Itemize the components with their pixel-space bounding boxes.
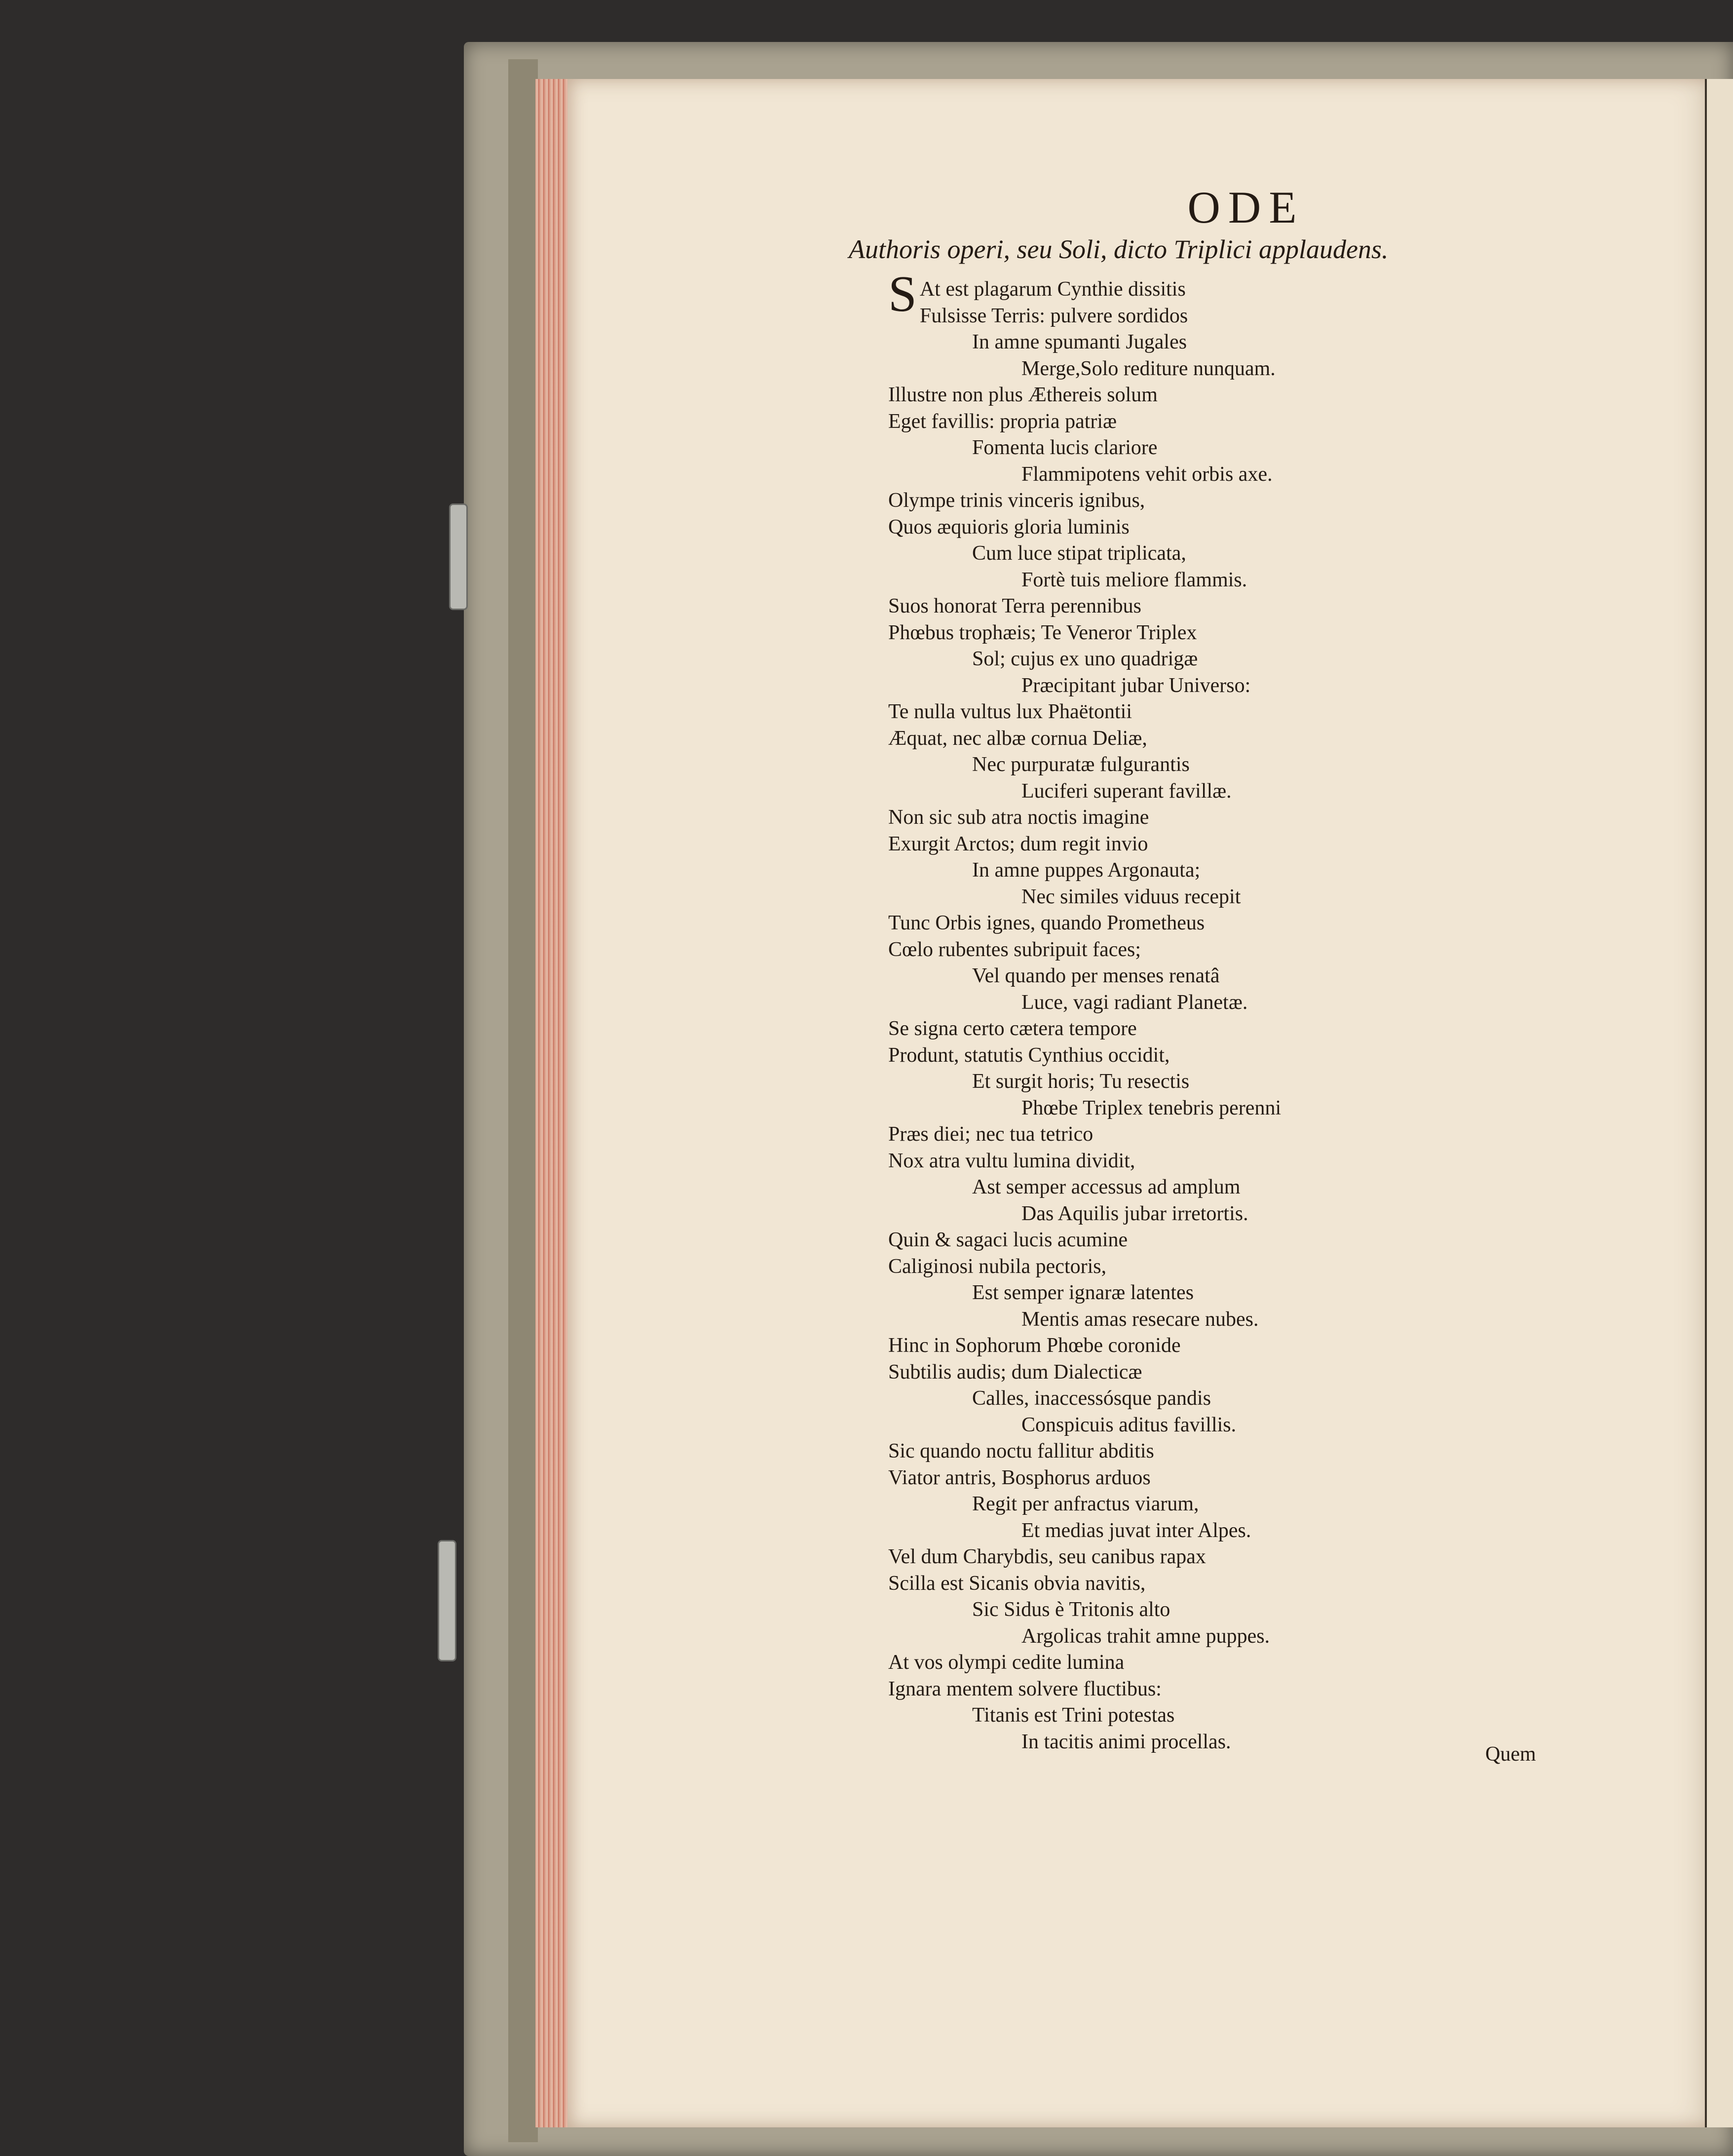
- poem-line: Non sic sub atra noctis imagine: [888, 806, 1149, 829]
- page-edges: [535, 79, 570, 2127]
- first-line-text: At est plagarum Cynthie dissitis: [919, 278, 1186, 301]
- poem-line: Olympe trinis vinceris ignibus,: [888, 489, 1145, 512]
- clasp-top: [449, 503, 468, 610]
- poem-line: Et medias juvat inter Alpes.: [1021, 1519, 1251, 1542]
- poem-title: ODE: [1187, 182, 1305, 232]
- poem-line: At vos olympi cedite lumina: [888, 1651, 1125, 1674]
- poem-line: Scilla est Sicanis obvia navitis,: [888, 1572, 1146, 1595]
- poem-line: Phœbe Triplex tenebris perenni: [1021, 1096, 1281, 1119]
- poem-line: Est semper ignaræ latentes: [972, 1281, 1194, 1304]
- poem-line: Subtilis audis; dum Dialecticæ: [888, 1360, 1142, 1384]
- poem-line: In amne spumanti Jugales: [972, 331, 1187, 353]
- poem-line: Ignara mentem solvere fluctibus:: [888, 1677, 1162, 1700]
- poem-line: Sic Sidus è Tritonis alto: [972, 1598, 1170, 1621]
- poem-line: Luce, vagi radiant Planetæ.: [1021, 991, 1248, 1014]
- poem-line: Ast semper accessus ad amplum: [972, 1176, 1241, 1198]
- poem-line: Phœbus trophæis; Te Veneror Triplex: [888, 621, 1197, 644]
- poem-line: Viator antris, Bosphorus arduos: [888, 1466, 1151, 1489]
- poem-line: Se signa certo cætera tempore: [888, 1017, 1137, 1040]
- poem-line: Hinc in Sophorum Phœbe coronide: [888, 1334, 1181, 1357]
- poem-line: Suos honorat Terra perennibus: [888, 595, 1142, 617]
- poem-line: Fortè tuis meliore flammis.: [1021, 568, 1247, 591]
- poem-line: In amne puppes Argonauta;: [972, 859, 1201, 882]
- poem-line: Cœlo rubentes subripuit faces;: [888, 938, 1141, 961]
- poem-line: Vel quando per menses renatâ: [972, 964, 1220, 987]
- poem-line: Quin & sagaci lucis acumine: [888, 1229, 1128, 1251]
- poem-line: Tunc Orbis ignes, quando Prometheus: [888, 912, 1205, 934]
- poem-line: Luciferi superant favillæ.: [1021, 779, 1232, 803]
- poem-line: Mentis amas resecare nubes.: [1021, 1308, 1259, 1331]
- poem-subtitle: Authoris operi, seu Soli, dicto Triplici applaudens.: [849, 234, 1389, 264]
- poem-line: Caliginosi nubila pectoris,: [888, 1255, 1107, 1278]
- poem-line: Exurgit Arctos; dum regit invio: [888, 832, 1148, 855]
- poem-line: Titanis est Trini potestas: [972, 1704, 1175, 1727]
- poem-line: Eget favillis: propria patriæ: [888, 410, 1117, 433]
- poem-line: Sol; cujus ex uno quadrigæ: [972, 648, 1198, 670]
- poem-line: Cum luce stipat triplicata,: [972, 542, 1186, 565]
- poem-line: In tacitis animi procellas.: [1021, 1730, 1231, 1753]
- poem-line: Fulsisse Terris: pulvere sordidos: [919, 304, 1188, 327]
- poem-line: Te nulla vultus lux Phaëtontii: [888, 700, 1132, 723]
- poem-line: Produnt, statutis Cynthius occidit,: [888, 1043, 1170, 1067]
- poem-line: Præcipitant jubar Universo:: [1021, 674, 1251, 697]
- catchword: Quem: [1485, 1743, 1536, 1766]
- poem-line: Conspicuis aditus favillis.: [1021, 1413, 1237, 1436]
- clasp-bottom: [438, 1540, 456, 1661]
- cover-spine-edge: [508, 59, 538, 2142]
- drop-cap: S: [888, 266, 917, 322]
- poem-line: Illustre non plus Æthereis solum: [888, 384, 1158, 406]
- poem-line: Vel dum Charybdis, seu canibus rapax: [888, 1545, 1206, 1568]
- poem-line: Merge,Solo rediture nunquam.: [1021, 357, 1276, 380]
- poem-block: [849, 182, 1540, 1755]
- poem-line: Nec purpuratæ fulgurantis: [972, 753, 1190, 776]
- poem-line: Quos æquioris gloria luminis: [888, 515, 1130, 539]
- poem-line: Argolicas trahit amne puppes.: [1021, 1624, 1270, 1648]
- poem-line: Æquat, nec albæ cornua Deliæ,: [888, 727, 1147, 750]
- poem-line: Sic quando noctu fallitur abditis: [888, 1440, 1154, 1463]
- poem-line: Calles, inaccessósque pandis: [972, 1387, 1211, 1410]
- poem-line: Nec similes viduus recepit: [1021, 885, 1241, 908]
- poem-line: Regit per anfractus viarum,: [972, 1493, 1199, 1515]
- poem-lines: [888, 303, 1540, 1756]
- poem-line: Das Aquilis jubar irretortis.: [1021, 1202, 1248, 1225]
- poem-line: Præs diei; nec tua tetrico: [888, 1123, 1093, 1146]
- facing-page-edge: [1705, 79, 1733, 2127]
- poem-line: Fomenta lucis clariore: [972, 436, 1158, 459]
- poem-line: Nox atra vultu lumina dividit,: [888, 1149, 1135, 1172]
- poem-line: Flammipotens vehit orbis axe.: [1021, 462, 1273, 486]
- poem-line: Et surgit horis; Tu resectis: [972, 1070, 1190, 1093]
